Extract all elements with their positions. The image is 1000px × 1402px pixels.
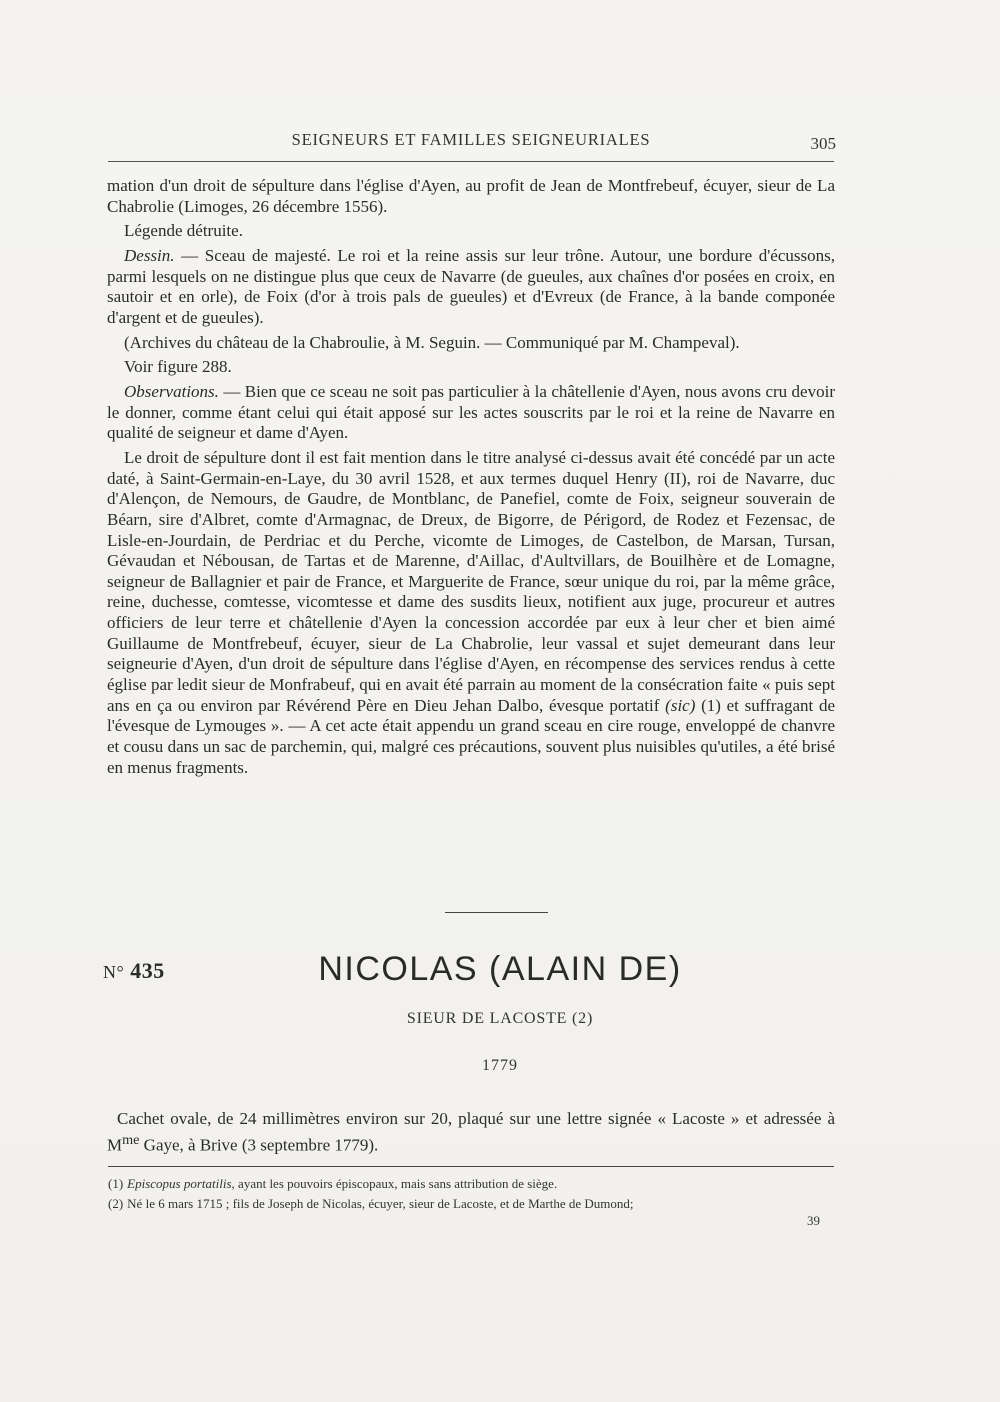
observations-text: — Bien que ce sceau ne soit pas particulier à la châtellenie d'Ayen, nous avons cru devoir le donner, comme étant celui qui était apposé sur les actes souscrits par le roi et la reine de Navarre en qualité de seigneur et dame d'Ayen. bbox=[107, 381, 835, 443]
entry-description-superscript: me bbox=[122, 1131, 140, 1148]
entry-year: 1779 bbox=[482, 1057, 518, 1074]
paragraph-1: mation d'un droit de sépulture dans l'église d'Ayen, au profit de Jean de Montfrebeuf, écuyer, sieur de La Chabrolie (Limoges, 26 décembre 1556). bbox=[107, 176, 835, 216]
dessin-text: — Sceau de majesté. Le roi et la reine assis sur leur trône. Autour, une bordure d'écussons, parmi lesquels on ne distingue plus que ceux de Navarre (de gueules, aux chaînes d'or posées en croix, en sautoir et en orle), de Foix (d'or à trois pals de gueules) et d'Evreux (de France, à la bande componée d'argent et de gueules). bbox=[107, 245, 835, 327]
footnote-1-mark: (1) bbox=[108, 1176, 124, 1191]
entry-subtitle: SIEUR DE LACOSTE (2) bbox=[406, 1010, 594, 1027]
entry-description-b: Gaye, à Brive (3 septembre 1779). bbox=[139, 1135, 379, 1155]
footnote-1-label: Episcopus portatilis, bbox=[127, 1176, 235, 1191]
entry-description bbox=[107, 1109, 835, 1156]
footnotes bbox=[108, 1174, 834, 1214]
entry-number bbox=[103, 958, 165, 984]
header-rule bbox=[108, 161, 834, 162]
footnote-rule bbox=[108, 1166, 834, 1167]
sic-mark: (sic) bbox=[665, 695, 696, 715]
signature-mark: 39 bbox=[807, 1213, 820, 1228]
entry-description-a: Cachet ovale, de 24 millimètres environ sur 20, plaqué sur une lettre signée « Lacoste » et adressée à M bbox=[107, 1109, 835, 1155]
paragraph-archives: (Archives du château de la Chabroulie, à M. Seguin. — Communiqué par M. Champeval). bbox=[124, 332, 740, 352]
running-title: SEIGNEURS ET FAMILLES SEIGNEURIALES bbox=[291, 130, 651, 149]
paragraph-voir-figure: Voir figure 288. bbox=[124, 357, 232, 377]
entry-number-value: 435 bbox=[130, 958, 165, 983]
page-number: 305 bbox=[810, 134, 836, 153]
footnote-2-mark: (2) bbox=[108, 1196, 124, 1211]
droit-text-b: (1) et suffragant de l'évesque de Lymouges ». — A cet acte était appendu un grand sceau en cire rouge, enveloppé de chanvre et cousu dans un sac de parchemin, qui, malgré ces précautions, souvent plus nuisibles qu'utiles, a été brisé en menus fragments. bbox=[107, 695, 835, 777]
paragraph-droit-sepulture bbox=[107, 448, 835, 779]
footnote-2-text: Né le 6 mars 1715 ; fils de Joseph de Nicolas, écuyer, sieur de Lacoste, et de Marthe de Dumond; bbox=[127, 1196, 634, 1211]
paragraph-dessin bbox=[107, 246, 835, 329]
section-separator bbox=[445, 912, 548, 913]
paragraph-observations bbox=[107, 382, 835, 444]
dessin-label: Dessin. bbox=[124, 245, 175, 265]
observations-label: Observations. bbox=[124, 381, 219, 401]
footnote-1 bbox=[108, 1174, 834, 1194]
paragraph-legend: Légende détruite. bbox=[124, 221, 243, 241]
footnote-1-text: ayant les pouvoirs épiscopaux, mais sans attribution de siège. bbox=[234, 1176, 558, 1191]
droit-text-a: Le droit de sépulture dont il est fait mention dans le titre analysé ci-dessus avait été concédé par un acte daté, à Saint-Germain-en-Laye, du 30 avril 1528, et aux termes duquel Henry (II), roi de Navarre, duc d'Alençon, de Nemours, de Gaudre, de Montblanc, de Panefiel, comte de Foix, seigneur souverain de Béarn, sire d'Albret, comte d'Armagnac, de Dreux, de Bigorre, de Périgord, de Rodez et Fezensac, de Lisle-en-Jourdain, de Perdriac et du Perche, vicomte de Limoges, de Castelbon, de Marsan, Tursan, Gévaudan et Nébousan, de Tartas et de Marenne, d'Aillac, d'Aultvillars, de Bouilhère et de Lomagne, seigneur de Ballagnier et pair de France, et Marguerite de France, sœur unique du roi, par la même grâce, reine, duchesse, comtesse, vicomtesse et dame des susdits lieux, notifient aux juge, procureur et autres officiers de leur terre et châtellenie d'Ayen la concession accordée par eux à leur cher et bien aimé Guillaume de Montfrebeuf, écuyer, sieur de La Chabrolie, leur vassal et sujet demeurant dans leur seigneurie d'Ayen, d'un droit de sépulture dans l'église d'Ayen, en récompense des services rendus à cette église par ledit sieur de Monfrabeuf, qui en avait été parrain au moment de la consécration faite « puis sept ans en ça ou environ par Révérend Père en Dieu Jehan Dalbo, évesque portatif bbox=[107, 447, 835, 715]
entry-number-prefix: N° bbox=[103, 962, 125, 982]
entry-title: NICOLAS (ALAIN DE) bbox=[318, 950, 682, 988]
running-header bbox=[108, 128, 834, 158]
main-text bbox=[107, 176, 835, 782]
footnote-2 bbox=[108, 1194, 834, 1214]
